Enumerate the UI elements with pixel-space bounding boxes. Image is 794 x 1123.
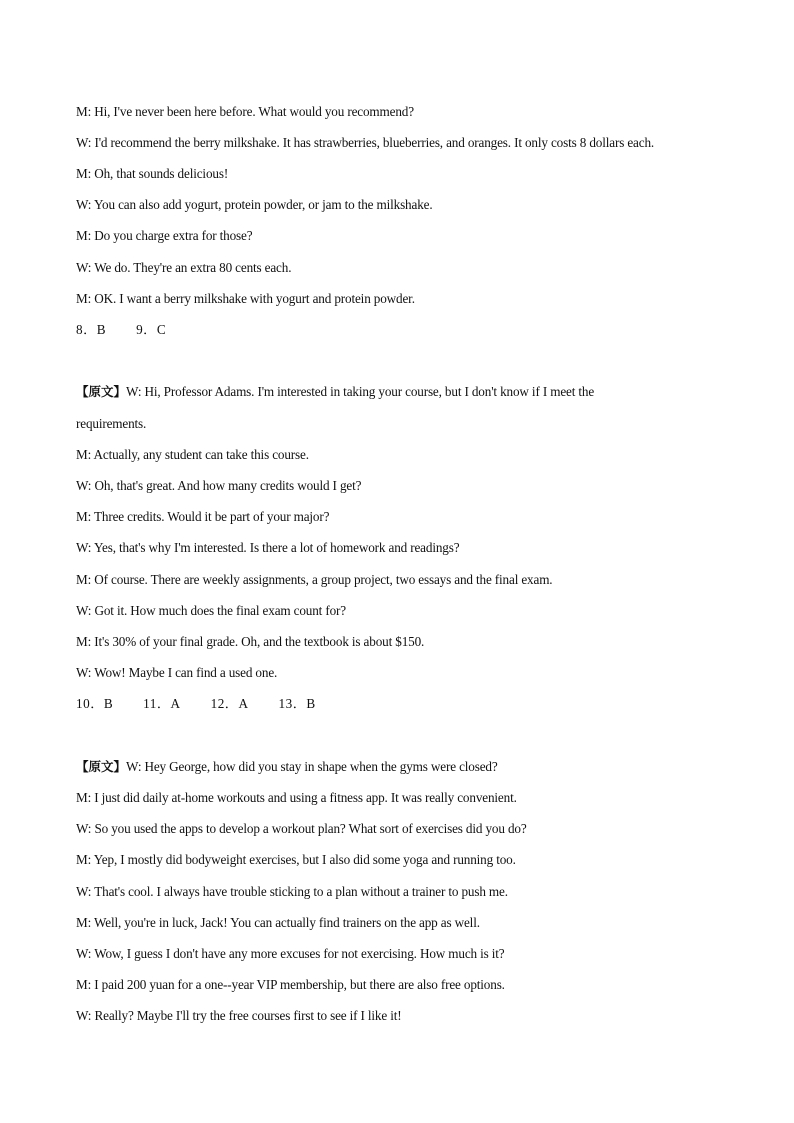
dialogue-line: M: Well, you're in luck, Jack! You can actually find trainers on the app as well. <box>76 915 480 930</box>
answer-item: 8．B <box>76 322 107 337</box>
dialogue-line: M: Oh, that sounds delicious! <box>76 166 229 181</box>
answer-item: 10．B <box>76 696 114 711</box>
transcript-tag: 【原文】 <box>76 384 127 399</box>
transcript-first-line <box>76 759 498 775</box>
dialogue-line: M: Actually, any student can take this course. <box>76 447 309 462</box>
dialogue-line: M: I paid 200 yuan for a one--year VIP membership, but there are also free options. <box>76 977 505 992</box>
dialogue-line: M: Do you charge extra for those? <box>76 228 253 243</box>
dialogue-line: W: Really? Maybe I'll try the free courses first to see if I like it! <box>76 1008 402 1023</box>
dialogue-line: W: Yes, that's why I'm interested. Is there a lot of homework and readings? <box>76 540 460 555</box>
dialogue-line: W: That's cool. I always have trouble sticking to a plan without a trainer to push me. <box>76 884 508 899</box>
dialogue-line: W: So you used the apps to develop a workout plan? What sort of exercises did you do? <box>76 821 527 836</box>
dialogue-line: W: Wow! Maybe I can find a used one. <box>76 665 278 680</box>
dialogue-line: M: It's 30% of your final grade. Oh, and the textbook is about $150. <box>76 634 425 649</box>
dialogue-continuation: requirements. <box>76 416 147 431</box>
dialogue-line: M: OK. I want a berry milkshake with yogurt and protein powder. <box>76 291 415 306</box>
dialogue-line: W: You can also add yogurt, protein powder, or jam to the milkshake. <box>76 197 433 212</box>
dialogue-line: W: I'd recommend the berry milkshake. It has strawberries, blueberries, and oranges. It only costs 8 dollars each. <box>76 135 655 150</box>
transcript-first-line <box>76 384 594 400</box>
answer-key-row <box>76 696 316 712</box>
dialogue-line: M: Of course. There are weekly assignments, a group project, two essays and the final exam. <box>76 572 553 587</box>
transcript-tag: 【原文】 <box>76 759 127 774</box>
answer-item: 9．C <box>136 322 167 337</box>
dialogue-line: W: Hi, Professor Adams. I'm interested in taking your course, but I don't know if I meet the <box>126 384 595 399</box>
answer-item: 12．A <box>210 696 249 711</box>
answer-key-row <box>76 322 166 338</box>
dialogue-line: M: Three credits. Would it be part of your major? <box>76 509 330 524</box>
dialogue-line: M: I just did daily at-home workouts and using a fitness app. It was really convenient. <box>76 790 517 805</box>
dialogue-line: W: Got it. How much does the final exam count for? <box>76 603 346 618</box>
answer-item: 11．A <box>143 696 181 711</box>
dialogue-line: W: Oh, that's great. And how many credits would I get? <box>76 478 362 493</box>
dialogue-line: W: We do. They're an extra 80 cents each. <box>76 260 292 275</box>
dialogue-line: W: Wow, I guess I don't have any more excuses for not exercising. How much is it? <box>76 946 505 961</box>
dialogue-line: W: Hey George, how did you stay in shape when the gyms were closed? <box>126 759 498 774</box>
answer-item: 13．B <box>278 696 316 711</box>
dialogue-line: M: Hi, I've never been here before. What would you recommend? <box>76 104 414 119</box>
dialogue-line: M: Yep, I mostly did bodyweight exercises, but I also did some yoga and running too. <box>76 852 516 867</box>
